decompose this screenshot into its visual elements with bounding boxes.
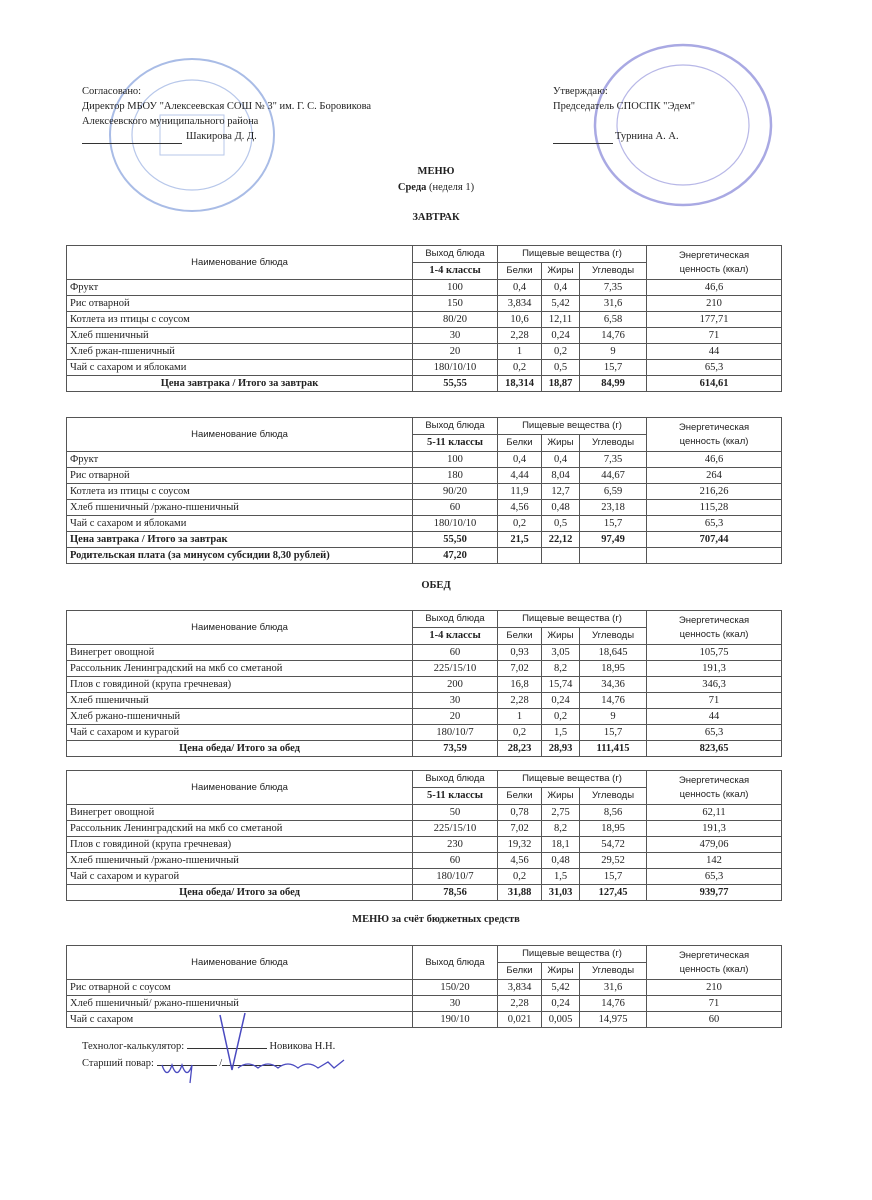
chef-line: Старший повар: / xyxy=(82,1058,282,1069)
output: 60 xyxy=(413,500,498,516)
table-row xyxy=(67,296,782,312)
technologist-label: Технолог-калькулятор: xyxy=(82,1041,185,1052)
header-row xyxy=(67,946,782,963)
table-row xyxy=(67,344,782,360)
signature-line-right xyxy=(553,131,613,144)
carbs: 14,76 xyxy=(580,693,647,709)
fat: 8,2 xyxy=(542,821,580,837)
carbs: 15,7 xyxy=(580,516,647,532)
header-grade: 5-11 классы xyxy=(413,435,498,452)
table-row xyxy=(67,280,782,296)
energy: 823,65 xyxy=(647,741,782,757)
carbs: 31,6 xyxy=(580,980,647,996)
energy: 346,3 xyxy=(647,677,782,693)
output: 180/10/10 xyxy=(413,516,498,532)
energy: 939,77 xyxy=(647,885,782,901)
header-protein: Белки xyxy=(498,628,542,645)
carbs: 44,67 xyxy=(580,468,647,484)
menu-table xyxy=(66,245,782,392)
protein: 3,834 xyxy=(498,296,542,312)
fat: 0,5 xyxy=(542,516,580,532)
protein: 4,56 xyxy=(498,853,542,869)
energy: 71 xyxy=(647,996,782,1012)
fat xyxy=(542,548,580,564)
carbs: 111,415 xyxy=(580,741,647,757)
carbs: 84,99 xyxy=(580,376,647,392)
header-name: Наименование блюда xyxy=(67,946,413,980)
header-output: Выход блюда xyxy=(413,246,498,263)
energy: 614,61 xyxy=(647,376,782,392)
fat: 0,24 xyxy=(542,328,580,344)
chef-label: Старший повар: xyxy=(82,1058,154,1069)
energy: 177,71 xyxy=(647,312,782,328)
dish-name: Чай с сахаром и курагой xyxy=(67,869,413,885)
protein: 0,2 xyxy=(498,516,542,532)
fat: 12,7 xyxy=(542,484,580,500)
dish-name: Хлеб ржано-пшеничный xyxy=(67,709,413,725)
header-name: Наименование блюда xyxy=(67,246,413,280)
header-energy: Энергетическая ценность (ккал) xyxy=(647,771,782,805)
energy: 44 xyxy=(647,344,782,360)
dish-name: Винегрет овощной xyxy=(67,645,413,661)
dish-name: Цена завтрака / Итого за завтрак xyxy=(67,376,413,392)
approval-right-label: Утверждаю: xyxy=(553,86,608,97)
energy: 210 xyxy=(647,980,782,996)
dish-name: Рассольник Ленинградский на мкб со сметаной xyxy=(67,661,413,677)
fat: 0,4 xyxy=(542,280,580,296)
energy xyxy=(647,548,782,564)
table-row xyxy=(67,677,782,693)
dish-name: Чай с сахаром и яблоками xyxy=(67,360,413,376)
carbs: 14,76 xyxy=(580,328,647,344)
energy: 65,3 xyxy=(647,360,782,376)
fat: 0,2 xyxy=(542,344,580,360)
dish-name: Хлеб пшеничный xyxy=(67,328,413,344)
table-row xyxy=(67,725,782,741)
output: 30 xyxy=(413,693,498,709)
page-title: МЕНЮ xyxy=(417,166,455,177)
output: 100 xyxy=(413,452,498,468)
carbs: 54,72 xyxy=(580,837,647,853)
approval-left-position: Директор МБОУ "Алексеевская СОШ № 3" им. Г. С. Боровикова xyxy=(82,101,372,112)
table-row xyxy=(67,693,782,709)
table-row xyxy=(67,805,782,821)
total-row xyxy=(67,376,782,392)
dish-name: Цена обеда/ Итого за обед xyxy=(67,885,413,901)
header-energy: Энергетическая ценность (ккал) xyxy=(647,611,782,645)
fat: 2,75 xyxy=(542,805,580,821)
header-energy: Энергетическая ценность (ккал) xyxy=(647,418,782,452)
output: 180/10/10 xyxy=(413,360,498,376)
carbs: 18,645 xyxy=(580,645,647,661)
table-row xyxy=(67,516,782,532)
table-row xyxy=(67,661,782,677)
dish-name: Плов с говядиной (крупа гречневая) xyxy=(67,677,413,693)
fat: 1,5 xyxy=(542,725,580,741)
fat: 1,5 xyxy=(542,869,580,885)
protein: 2,28 xyxy=(498,996,542,1012)
dish-name: Рис отварной xyxy=(67,296,413,312)
section-lunch: ОБЕД xyxy=(421,580,451,591)
fat: 0,4 xyxy=(542,452,580,468)
header-name: Наименование блюда xyxy=(67,418,413,452)
dish-name: Фрукт xyxy=(67,452,413,468)
protein: 4,56 xyxy=(498,500,542,516)
table-row xyxy=(67,645,782,661)
header-output: Выход блюда xyxy=(413,771,498,788)
dish-name: Винегрет овощной xyxy=(67,805,413,821)
carbs: 7,35 xyxy=(580,452,647,468)
dish-name: Котлета из птицы с соусом xyxy=(67,484,413,500)
header-carbs: Углеводы xyxy=(580,963,647,980)
table-row xyxy=(67,484,782,500)
protein: 0,2 xyxy=(498,360,542,376)
protein xyxy=(498,548,542,564)
header-fat: Жиры xyxy=(542,963,580,980)
fat: 31,03 xyxy=(542,885,580,901)
energy: 62,11 xyxy=(647,805,782,821)
fat: 0,24 xyxy=(542,996,580,1012)
header-protein: Белки xyxy=(498,963,542,980)
protein: 0,93 xyxy=(498,645,542,661)
carbs: 6,59 xyxy=(580,484,647,500)
header-output: Выход блюда xyxy=(413,418,498,435)
day: Среда xyxy=(397,182,427,193)
protein: 28,23 xyxy=(498,741,542,757)
dish-name: Цена обеда/ Итого за обед xyxy=(67,741,413,757)
output: 47,20 xyxy=(413,548,498,564)
header-nutrients: Пищевые вещества (г) xyxy=(498,946,647,963)
header-energy: Энергетическая ценность (ккал) xyxy=(647,946,782,980)
energy: 60 xyxy=(647,1012,782,1028)
output: 150/20 xyxy=(413,980,498,996)
fat: 0,48 xyxy=(542,500,580,516)
carbs: 9 xyxy=(580,709,647,725)
energy: 191,3 xyxy=(647,821,782,837)
dish-name: Рассольник Ленинградский на мкб со сметаной xyxy=(67,821,413,837)
fat: 18,1 xyxy=(542,837,580,853)
fat: 8,2 xyxy=(542,661,580,677)
header-grade: 1-4 классы xyxy=(413,628,498,645)
menu-table xyxy=(66,770,782,901)
protein: 7,02 xyxy=(498,661,542,677)
approval-left-position2: Алексеевского муниципального района xyxy=(82,116,259,127)
protein: 31,88 xyxy=(498,885,542,901)
fat: 18,87 xyxy=(542,376,580,392)
protein: 0,2 xyxy=(498,869,542,885)
fat: 0,48 xyxy=(542,853,580,869)
header-fat: Жиры xyxy=(542,435,580,452)
output: 150 xyxy=(413,296,498,312)
technologist-name: Новикова Н.Н. xyxy=(269,1041,336,1052)
dish-name: Чай с сахаром и яблоками xyxy=(67,516,413,532)
output: 190/10 xyxy=(413,1012,498,1028)
fat: 0,005 xyxy=(542,1012,580,1028)
dish-name: Хлеб пшеничный /ржано-пшеничный xyxy=(67,853,413,869)
carbs: 34,36 xyxy=(580,677,647,693)
energy: 707,44 xyxy=(647,532,782,548)
table-row xyxy=(67,869,782,885)
energy: 71 xyxy=(647,693,782,709)
header-protein: Белки xyxy=(498,435,542,452)
protein: 0,78 xyxy=(498,805,542,821)
header-energy: Энергетическая ценность (ккал) xyxy=(647,246,782,280)
carbs: 15,7 xyxy=(580,869,647,885)
week: (неделя 1) xyxy=(429,182,475,193)
approval-left-name: Шакирова Д. Д. xyxy=(186,131,257,142)
header-nutrients: Пищевые вещества (г) xyxy=(498,246,647,263)
header-protein: Белки xyxy=(498,788,542,805)
carbs: 31,6 xyxy=(580,296,647,312)
fat: 5,42 xyxy=(542,296,580,312)
energy: 191,3 xyxy=(647,661,782,677)
carbs: 15,7 xyxy=(580,725,647,741)
table-row xyxy=(67,709,782,725)
carbs: 29,52 xyxy=(580,853,647,869)
table-row xyxy=(67,312,782,328)
menu-table xyxy=(66,610,782,757)
section-breakfast: ЗАВТРАК xyxy=(412,212,460,223)
header-protein: Белки xyxy=(498,263,542,280)
header-nutrients: Пищевые вещества (г) xyxy=(498,418,647,435)
protein: 1 xyxy=(498,344,542,360)
carbs: 97,49 xyxy=(580,532,647,548)
header-fat: Жиры xyxy=(542,628,580,645)
header-output: Выход блюда xyxy=(413,946,498,980)
carbs: 18,95 xyxy=(580,821,647,837)
dish-name: Хлеб пшеничный/ ржано-пшеничный xyxy=(67,996,413,1012)
protein: 11,9 xyxy=(498,484,542,500)
menu-table xyxy=(66,417,782,564)
total-row xyxy=(67,885,782,901)
fat: 22,12 xyxy=(542,532,580,548)
protein: 0,4 xyxy=(498,452,542,468)
energy: 71 xyxy=(647,328,782,344)
table-row xyxy=(67,980,782,996)
header-carbs: Углеводы xyxy=(580,263,647,280)
dish-name: Цена завтрака / Итого за завтрак xyxy=(67,532,413,548)
fat: 0,2 xyxy=(542,709,580,725)
energy: 264 xyxy=(647,468,782,484)
output: 55,55 xyxy=(413,376,498,392)
table-row xyxy=(67,328,782,344)
approval-left-label: Согласовано: xyxy=(82,86,142,97)
table-row xyxy=(67,360,782,376)
protein: 7,02 xyxy=(498,821,542,837)
fat: 12,11 xyxy=(542,312,580,328)
header-carbs: Углеводы xyxy=(580,628,647,645)
output: 78,56 xyxy=(413,885,498,901)
energy: 46,6 xyxy=(647,280,782,296)
header-fat: Жиры xyxy=(542,263,580,280)
total-row xyxy=(67,532,782,548)
energy: 65,3 xyxy=(647,869,782,885)
output: 55,50 xyxy=(413,532,498,548)
dish-name: Хлеб пшеничный /ржано-пшеничный xyxy=(67,500,413,516)
carbs: 15,7 xyxy=(580,360,647,376)
header-name: Наименование блюда xyxy=(67,771,413,805)
protein: 1 xyxy=(498,709,542,725)
output: 100 xyxy=(413,280,498,296)
protein: 3,834 xyxy=(498,980,542,996)
output: 90/20 xyxy=(413,484,498,500)
output: 60 xyxy=(413,645,498,661)
dish-name: Котлета из птицы с соусом xyxy=(67,312,413,328)
protein: 0,4 xyxy=(498,280,542,296)
protein: 21,5 xyxy=(498,532,542,548)
table-row xyxy=(67,821,782,837)
protein: 0,021 xyxy=(498,1012,542,1028)
output: 20 xyxy=(413,709,498,725)
table-row xyxy=(67,837,782,853)
header-row xyxy=(67,611,782,628)
header-fat: Жиры xyxy=(542,788,580,805)
output: 80/20 xyxy=(413,312,498,328)
section-budget: МЕНЮ за счёт бюджетных средств xyxy=(352,914,520,925)
energy: 44 xyxy=(647,709,782,725)
protein: 10,6 xyxy=(498,312,542,328)
energy: 65,3 xyxy=(647,725,782,741)
energy: 65,3 xyxy=(647,516,782,532)
output: 180/10/7 xyxy=(413,869,498,885)
protein: 2,28 xyxy=(498,693,542,709)
carbs xyxy=(580,548,647,564)
day-line xyxy=(0,182,872,193)
protein: 0,2 xyxy=(498,725,542,741)
header-carbs: Углеводы xyxy=(580,788,647,805)
table-row xyxy=(67,468,782,484)
signatures xyxy=(150,1010,380,1085)
header-carbs: Углеводы xyxy=(580,435,647,452)
energy: 46,6 xyxy=(647,452,782,468)
header-row xyxy=(67,418,782,435)
dish-name: Чай с сахаром xyxy=(67,1012,413,1028)
carbs: 18,95 xyxy=(580,661,647,677)
header-grade: 5-11 классы xyxy=(413,788,498,805)
carbs: 6,58 xyxy=(580,312,647,328)
output: 180 xyxy=(413,468,498,484)
output: 73,59 xyxy=(413,741,498,757)
total-row xyxy=(67,741,782,757)
table-row xyxy=(67,853,782,869)
carbs: 9 xyxy=(580,344,647,360)
header-grade: 1-4 классы xyxy=(413,263,498,280)
energy: 142 xyxy=(647,853,782,869)
dish-name: Хлеб ржан-пшеничный xyxy=(67,344,413,360)
carbs: 127,45 xyxy=(580,885,647,901)
approval-right-position: Председатель СПОСПК "Эдем" xyxy=(553,101,696,112)
table-row xyxy=(67,452,782,468)
protein: 2,28 xyxy=(498,328,542,344)
header-row xyxy=(67,246,782,263)
dish-name: Рис отварной xyxy=(67,468,413,484)
dish-name: Рис отварной с соусом xyxy=(67,980,413,996)
carbs: 23,18 xyxy=(580,500,647,516)
fat: 28,93 xyxy=(542,741,580,757)
dish-name: Фрукт xyxy=(67,280,413,296)
fat: 8,04 xyxy=(542,468,580,484)
header-output: Выход блюда xyxy=(413,611,498,628)
protein: 4,44 xyxy=(498,468,542,484)
output: 180/10/7 xyxy=(413,725,498,741)
dish-name: Плов с говядиной (крупа гречневая) xyxy=(67,837,413,853)
carbs: 7,35 xyxy=(580,280,647,296)
header-row xyxy=(67,771,782,788)
header-nutrients: Пищевые вещества (г) xyxy=(498,611,647,628)
header-nutrients: Пищевые вещества (г) xyxy=(498,771,647,788)
fat: 5,42 xyxy=(542,980,580,996)
fat: 3,05 xyxy=(542,645,580,661)
energy: 105,75 xyxy=(647,645,782,661)
output: 60 xyxy=(413,853,498,869)
protein: 18,314 xyxy=(498,376,542,392)
output: 225/15/10 xyxy=(413,661,498,677)
protein: 16,8 xyxy=(498,677,542,693)
output: 30 xyxy=(413,996,498,1012)
dish-name: Родительская плата (за минусом субсидии 8,30 рублей) xyxy=(67,548,413,564)
output: 200 xyxy=(413,677,498,693)
dish-name: Хлеб пшеничный xyxy=(67,693,413,709)
energy: 210 xyxy=(647,296,782,312)
output: 30 xyxy=(413,328,498,344)
carbs: 14,76 xyxy=(580,996,647,1012)
energy: 479,06 xyxy=(647,837,782,853)
fat: 0,24 xyxy=(542,693,580,709)
table-row xyxy=(67,500,782,516)
carbs: 14,975 xyxy=(580,1012,647,1028)
header-name: Наименование блюда xyxy=(67,611,413,645)
energy: 115,28 xyxy=(647,500,782,516)
fat: 0,5 xyxy=(542,360,580,376)
approval-right-name: Турнина А. А. xyxy=(615,131,679,142)
protein: 19,32 xyxy=(498,837,542,853)
output: 225/15/10 xyxy=(413,821,498,837)
signature-line-left xyxy=(82,131,182,144)
energy: 216,26 xyxy=(647,484,782,500)
output: 50 xyxy=(413,805,498,821)
fat: 15,74 xyxy=(542,677,580,693)
carbs: 8,56 xyxy=(580,805,647,821)
total-row xyxy=(67,548,782,564)
output: 20 xyxy=(413,344,498,360)
dish-name: Чай с сахаром и курагой xyxy=(67,725,413,741)
output: 230 xyxy=(413,837,498,853)
